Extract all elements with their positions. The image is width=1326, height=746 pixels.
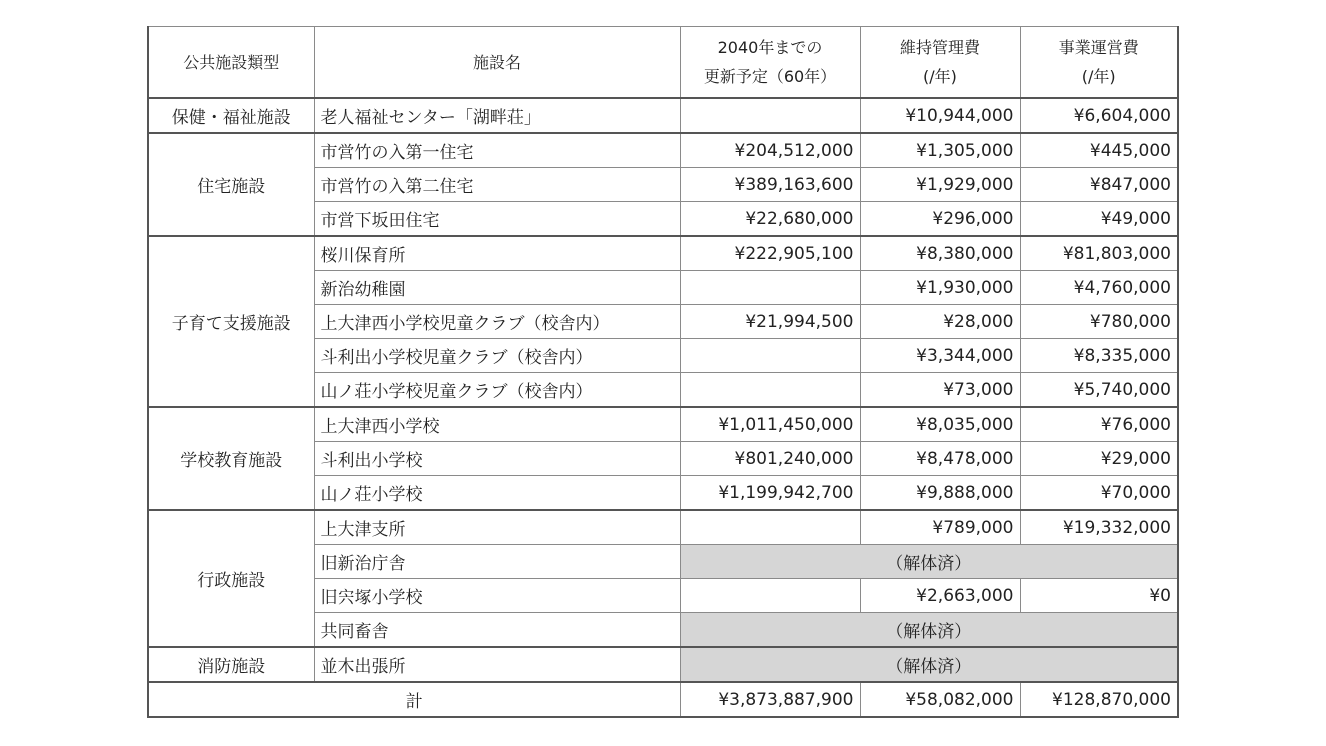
facility-name: 旧新治庁舎 [314, 545, 680, 579]
renewal-cost [680, 98, 860, 133]
renewal-cost [680, 510, 860, 545]
maintenance-cost: ¥296,000 [860, 202, 1020, 237]
facility-name: 旧宍塚小学校 [314, 579, 680, 613]
facility-name: 市営下坂田住宅 [314, 202, 680, 237]
maintenance-cost: ¥28,000 [860, 305, 1020, 339]
header-operations [1020, 27, 1178, 99]
group-label-school: 学校教育施設 [148, 407, 314, 510]
maintenance-cost: ¥8,478,000 [860, 442, 1020, 476]
renewal-cost: ¥222,905,100 [680, 236, 860, 271]
total-operations: ¥128,870,000 [1020, 682, 1178, 717]
maintenance-cost: ¥1,305,000 [860, 133, 1020, 168]
maintenance-cost: ¥8,380,000 [860, 236, 1020, 271]
header-renewal [680, 27, 860, 99]
maintenance-cost: ¥1,929,000 [860, 168, 1020, 202]
operations-cost: ¥49,000 [1020, 202, 1178, 237]
operations-cost: ¥29,000 [1020, 442, 1178, 476]
total-row [148, 682, 1178, 717]
table-row [148, 133, 1178, 168]
group-label-admin: 行政施設 [148, 510, 314, 647]
facility-name: 上大津西小学校児童クラブ（校舎内） [314, 305, 680, 339]
renewal-cost: ¥1,199,942,700 [680, 476, 860, 511]
header-renewal-line2: 更新予定（60年） [703, 67, 837, 86]
group-label-welfare: 保健・福祉施設 [148, 98, 314, 133]
header-maintenance-line1: 維持管理費 [899, 38, 980, 57]
facility-name: 上大津支所 [314, 510, 680, 545]
group-label-childcare: 子育て支援施設 [148, 236, 314, 407]
header-operations-line1: 事業運営費 [1058, 38, 1139, 57]
maintenance-cost: ¥73,000 [860, 373, 1020, 408]
header-row [148, 27, 1178, 99]
table-row [148, 236, 1178, 271]
operations-cost: ¥70,000 [1020, 476, 1178, 511]
table-row [148, 647, 1178, 682]
group-label-housing: 住宅施設 [148, 133, 314, 236]
facility-name: 山ノ荘小学校 [314, 476, 680, 511]
facility-name: 山ノ荘小学校児童クラブ（校舎内） [314, 373, 680, 408]
facility-name: 市営竹の入第二住宅 [314, 168, 680, 202]
operations-cost: ¥5,740,000 [1020, 373, 1178, 408]
renewal-cost [680, 373, 860, 408]
group-label-fire: 消防施設 [148, 647, 314, 682]
facility-name: 上大津西小学校 [314, 407, 680, 442]
facility-name: 共同畜舎 [314, 613, 680, 648]
demolished-note: （解体済） [680, 545, 1178, 579]
renewal-cost: ¥21,994,500 [680, 305, 860, 339]
renewal-cost: ¥801,240,000 [680, 442, 860, 476]
header-type: 公共施設類型 [148, 27, 314, 99]
facility-name: 斗利出小学校 [314, 442, 680, 476]
header-name: 施設名 [314, 27, 680, 99]
table-row [148, 510, 1178, 545]
operations-cost: ¥0 [1020, 579, 1178, 613]
header-renewal-line1: 2040年までの [717, 38, 823, 57]
facility-name: 桜川保育所 [314, 236, 680, 271]
operations-cost: ¥780,000 [1020, 305, 1178, 339]
renewal-cost: ¥22,680,000 [680, 202, 860, 237]
table-row [148, 407, 1178, 442]
renewal-cost [680, 271, 860, 305]
table-row [148, 98, 1178, 133]
maintenance-cost: ¥1,930,000 [860, 271, 1020, 305]
facility-name: 並木出張所 [314, 647, 680, 682]
operations-cost: ¥8,335,000 [1020, 339, 1178, 373]
maintenance-cost: ¥10,944,000 [860, 98, 1020, 133]
total-renewal: ¥3,873,887,900 [680, 682, 860, 717]
facility-cost-table [147, 26, 1179, 718]
demolished-note: （解体済） [680, 613, 1178, 648]
facility-name: 斗利出小学校児童クラブ（校舎内） [314, 339, 680, 373]
maintenance-cost: ¥8,035,000 [860, 407, 1020, 442]
facility-name: 新治幼稚園 [314, 271, 680, 305]
operations-cost: ¥6,604,000 [1020, 98, 1178, 133]
operations-cost: ¥81,803,000 [1020, 236, 1178, 271]
header-operations-line2: (/年) [1081, 67, 1116, 86]
operations-cost: ¥445,000 [1020, 133, 1178, 168]
renewal-cost: ¥389,163,600 [680, 168, 860, 202]
renewal-cost [680, 579, 860, 613]
operations-cost: ¥76,000 [1020, 407, 1178, 442]
operations-cost: ¥19,332,000 [1020, 510, 1178, 545]
maintenance-cost: ¥3,344,000 [860, 339, 1020, 373]
renewal-cost [680, 339, 860, 373]
operations-cost: ¥847,000 [1020, 168, 1178, 202]
maintenance-cost: ¥2,663,000 [860, 579, 1020, 613]
demolished-note: （解体済） [680, 647, 1178, 682]
total-maintenance: ¥58,082,000 [860, 682, 1020, 717]
header-maintenance [860, 27, 1020, 99]
total-label: 計 [148, 682, 680, 717]
facility-name: 市営竹の入第一住宅 [314, 133, 680, 168]
renewal-cost: ¥204,512,000 [680, 133, 860, 168]
maintenance-cost: ¥9,888,000 [860, 476, 1020, 511]
header-maintenance-line2: (/年) [923, 67, 957, 86]
operations-cost: ¥4,760,000 [1020, 271, 1178, 305]
facility-name: 老人福祉センター「湖畔荘」 [314, 98, 680, 133]
renewal-cost: ¥1,011,450,000 [680, 407, 860, 442]
maintenance-cost: ¥789,000 [860, 510, 1020, 545]
